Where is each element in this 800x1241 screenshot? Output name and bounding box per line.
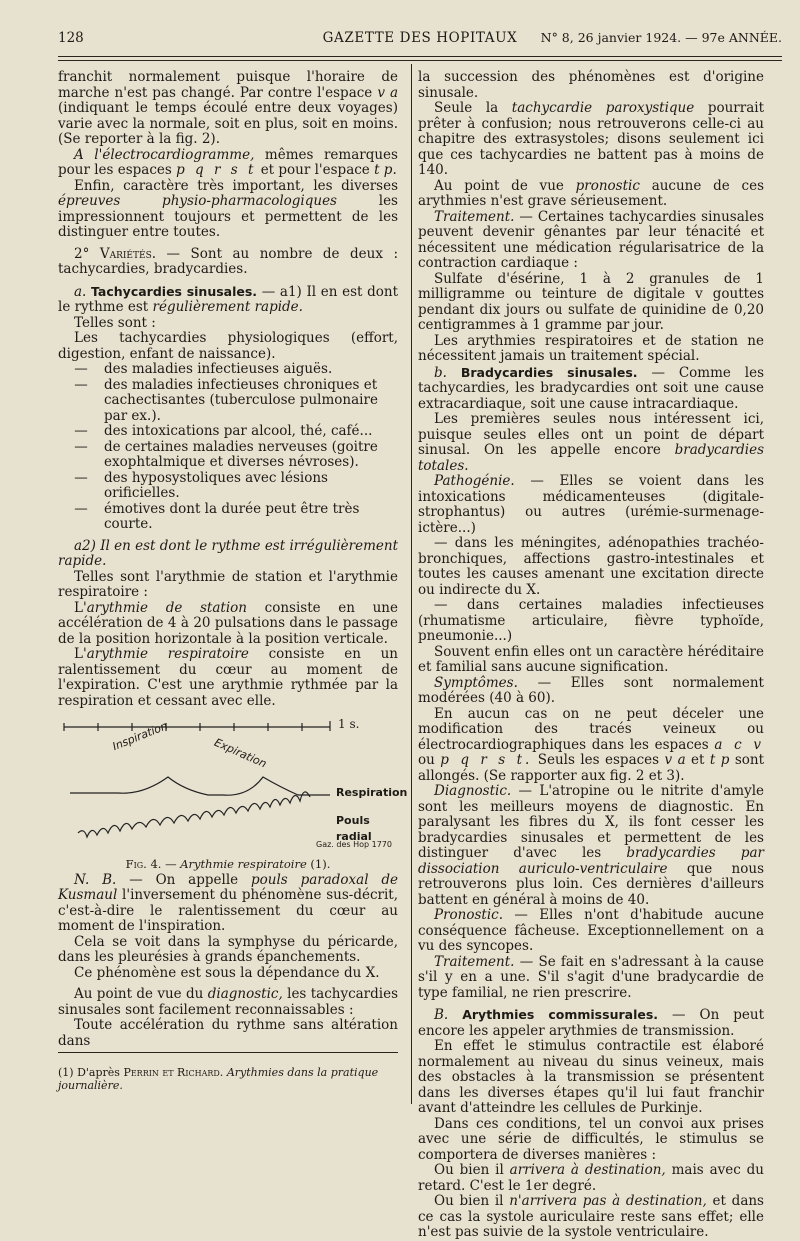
- paragraph: A l'électrocardiogramme, mêmes remarques pour les espaces p q r s t et pour l'espace t p.: [58, 146, 398, 178]
- pulse-curve: [78, 792, 310, 837]
- paragraph: Diagnostic. — L'atropine ou le nitrite d'amyle sont les meilleurs moyens de diagnostic. En paralysant les fibres du X, ils font cesser les bradycardies sinusales et permettent de les distinguer d'avec les bradycardies par dissociation auriculo-ventriculaire que nous retrouverons plus loin. Ces dernières d'ailleurs battent en général à moins de 40.: [418, 783, 764, 908]
- paragraph: Pathogénie. — Elles se voient dans les intoxications médicamenteuses (digitale-strophantus) ou autres (urémie-surmenage-ictère...): [418, 473, 764, 536]
- footnote: (1) D'après Perrin et Richard. Arythmies dans la pratique journalière.: [58, 1066, 379, 1092]
- left-column: [58, 69, 408, 1049]
- header-rule: [58, 56, 782, 57]
- paragraph: Toute accélération du rythme sans altération dans: [58, 1017, 398, 1049]
- paragraph: N. B. — On appelle pouls paradoxal de Kusmaul l'inversement du phénomène sus-décrit, c'est-à-dire le ralentissement du cœur au moment de l'inspiration.: [58, 871, 399, 934]
- right-column: [418, 70, 764, 1241]
- paragraph: Souvent enfin elles ont un caractère héréditaire et familial sans aucune signification.: [418, 643, 764, 675]
- section-heading-varietes: 2° Variétés. — Sont au nombre de deux : tachycardies, bradycardies.: [58, 245, 399, 277]
- pouls-radial-label: Pouls radial: [336, 814, 372, 843]
- journal-title: GAZETTE DES HOPITAUX: [322, 30, 518, 46]
- paragraph: Les tachycardies physiologiques (effort, digestion, enfant de naissance).: [58, 330, 398, 362]
- issue-info: N° 8, 26 janvier 1924. — 97e ANNÉE.: [540, 30, 782, 45]
- paragraph: Au point de vue pronostic aucune de ces arythmies n'est grave sérieusement.: [418, 177, 764, 209]
- figure-respiratory-arrhythmia: [58, 715, 408, 855]
- figure-caption: Fig. 4. — Arythmie respiratoire (1).: [125, 857, 331, 871]
- column-divider: [411, 64, 412, 1104]
- paragraph: En effet le stimulus contractile est élaboré normalement au niveau du sinus veineux, mais des obstacles à la transmission se présentent dans les diverses étapes qu'il lui faut franchir avant d'atteindre les cellules de Purkinje.: [418, 1038, 764, 1116]
- respiration-curve: [70, 777, 330, 795]
- paragraph: franchit normalement puisque l'horaire de marche n'est pas changé. Par contre l'espace v a (indiquant le temps écoulé entre deux voyages) varie avec la normale, soit en plus, soit en moins. (Se reporter à la fig. 2).: [58, 69, 399, 147]
- respiration-label: Respiration: [336, 786, 408, 799]
- scale-label: 1 s.: [338, 717, 360, 731]
- subsection-heading-tachycardies: a. Tachycardies sinusales. — a1) Il en est dont le rythme est régulièrement rapide.: [58, 283, 399, 315]
- paragraph: Traitement. — Certaines tachycardies sinusales peuvent devenir gênantes par leur ténacité et nécessitent une médication régularisatrice de la contraction cardiaque :: [418, 208, 764, 271]
- list-item: — des intoxications par alcool, thé, café...: [74, 423, 373, 439]
- paragraph: L'arythmie de station consiste en une accélération de 4 à 20 pulsations dans le passage de la position horizontale à la position verticale.: [58, 599, 398, 647]
- list-item: — de certaines maladies nerveuses (goitre exophtalmique et diverses névroses).: [74, 438, 378, 470]
- paragraph: Seule la tachycardie paroxystique pourrait prêter à confusion; nous retrouverons celle-ci au chapitre des extrasystoles; disons seulement ici que ces tachycardies ne battent pas à moins de 140.: [418, 100, 765, 178]
- page-number: 128: [58, 30, 84, 46]
- list-item: — des hyposystoliques avec lésions orificielles.: [74, 469, 328, 501]
- paragraph: Telles sont l'arythmie de station et l'arythmie respiratoire :: [58, 568, 398, 600]
- paragraph: Les premières seules nous intéressent ici, puisque seules elles ont un point de départ sinusal. On les appelle encore bradycardies totales.: [418, 411, 764, 474]
- footnote-rule: [58, 1052, 398, 1053]
- paragraph: Cela se voit dans la symphyse du péricarde, dans les pleurésies à grands épanchements.: [58, 933, 398, 965]
- paragraph: Au point de vue du diagnostic, les tachycardies sinusales sont facilement reconnaissables :: [58, 986, 399, 1018]
- paragraph: L'arythmie respiratoire consiste en un ralentissement du cœur au moment de l'expiration. C'est une arythmie rythmée par la respiration et cessant avec elle.: [58, 646, 398, 709]
- list-item: — des maladies infectieuses aiguës.: [74, 361, 333, 377]
- paragraph: Sulfate d'ésérine, 1 à 2 granules de 1 milligramme ou teinture de digitale v gouttes pendant dix jours ou sulfate de quinidine de 0,20 centigrammes à 1 gramme par jour.: [418, 270, 764, 333]
- paragraph: Dans ces conditions, tel un convoi aux prises avec une série de difficultés, le stimulus se comportera de diverses manières :: [418, 1115, 764, 1163]
- paragraph: Ou bien il n'arrivera pas à destination, et dans ce cas la systole auriculaire reste sans effet; elle n'est pas suivie de la systole ventriculaire.: [418, 1193, 764, 1240]
- paragraph: a2) Il en est dont le rythme est irrégulièrement rapide.: [58, 537, 398, 569]
- paragraph: En aucun cas on ne peut déceler une modification des tracés veineux ou électrocardiographiques dans les espaces a c v ou p q r s t. Seuls les espaces v a et t p sont allongés. (Se rapporter aux fig. 2 et 3).: [418, 705, 765, 784]
- paragraph: Enfin, caractère très important, les diverses épreuves physio-pharmacologiques les impressionnent toujours et permettent de les distinguer entre toutes.: [58, 177, 398, 240]
- paragraph: — dans les méningites, adénopathies trachéo-bronchiques, affections gastro-intestinales et toutes les causes amenant une excitation directe ou indirecte du X.: [418, 535, 764, 598]
- subsection-heading-arythmies: B. Arythmies commissurales. — On peut encore les appeler arythmies de transmission.: [418, 1007, 764, 1039]
- expiration-label: Expiration: [212, 735, 269, 771]
- dash-list: [58, 362, 398, 533]
- page-header: [58, 30, 782, 52]
- list-item: — des maladies infectieuses chroniques et cachectisantes (tuberculose pulmonaire par ex.).: [74, 376, 378, 424]
- subsection-heading-bradycardies: b. Bradycardies sinusales. — Comme les tachycardies, les bradycardies ont soit une cause extracardiaque, soit une cause intracardiaque.: [418, 364, 765, 412]
- paragraph: la succession des phénomènes est d'origine sinusale.: [418, 69, 764, 101]
- paragraph: Pronostic. — Elles n'ont d'habitude aucune conséquence fâcheuse. Exceptionnellement on a vu des syncopes.: [418, 907, 764, 954]
- paragraph: Ce phénomène est sous la dépendance du X.: [74, 964, 380, 981]
- paragraph: Les arythmies respiratoires et de station ne nécessitent jamais un traitement spécial.: [418, 332, 764, 364]
- list-item: — émotives dont la durée peut être très courte.: [74, 500, 360, 532]
- paragraph: Symptômes. — Elles sont normalement modérées (40 à 60).: [418, 674, 764, 706]
- paragraph: Ou bien il arrivera à destination, mais avec du retard. C'est le 1er degré.: [418, 1162, 764, 1194]
- header-rule-thin: [58, 60, 782, 61]
- paragraph: — dans certaines maladies infectieuses (rhumatisme articulaire, fièvre typhoïde, pneumonie...): [418, 597, 764, 644]
- paragraph: Telles sont :: [74, 314, 156, 331]
- figure-credit: Gaz. des Hop 1770: [316, 840, 392, 849]
- paragraph: Traitement. — Se fait en s'adressant à la cause s'il y en a une. S'il s'agit d'une bradycardie de type familial, ne rien prescrire.: [418, 953, 765, 1001]
- inspiration-label: Inspiration: [110, 719, 170, 754]
